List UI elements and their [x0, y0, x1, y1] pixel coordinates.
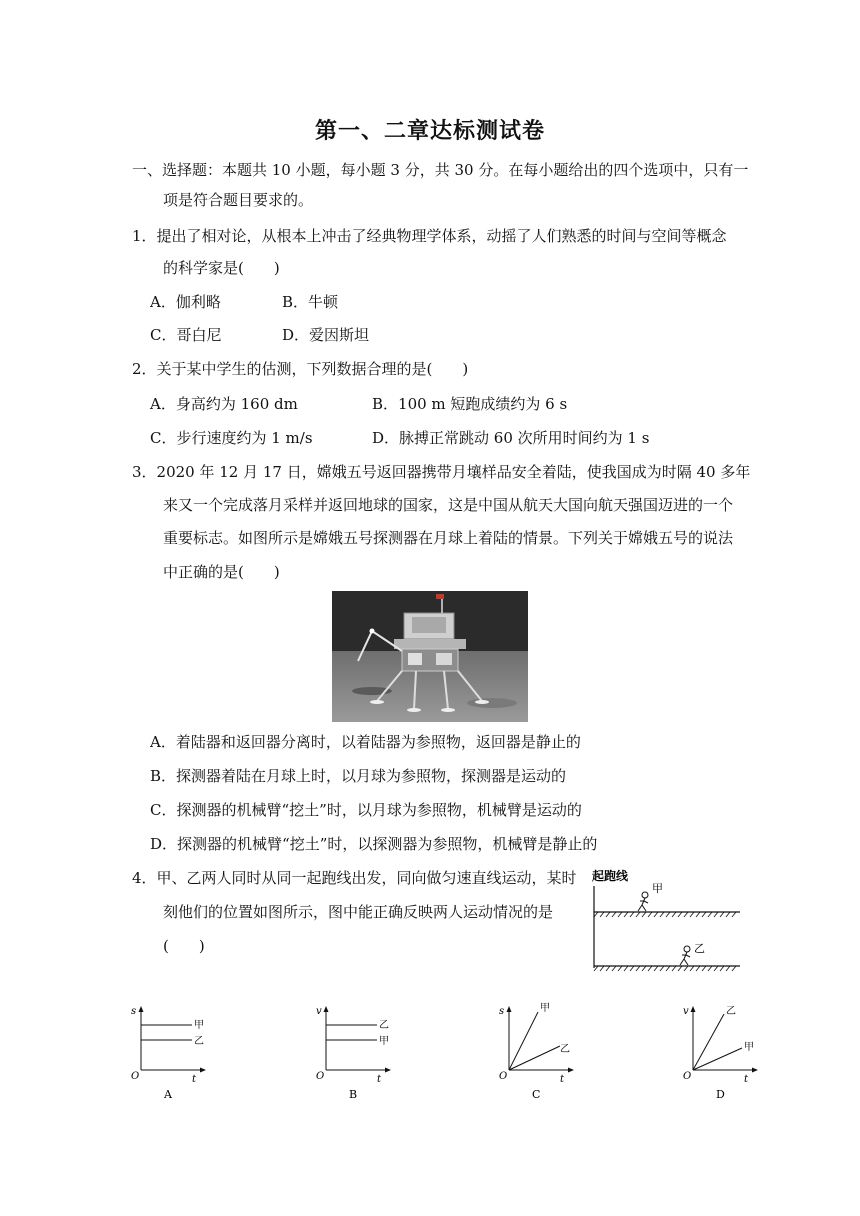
lunar-lander-photo	[332, 591, 528, 722]
graph-c	[494, 1000, 594, 1104]
q2-option-b: B．100 m 短跑成绩约为 6 s	[372, 395, 568, 413]
graph-b-letter: B	[349, 1088, 358, 1101]
q1-option-c: C．哥白尼	[150, 326, 222, 344]
graph-c-bottom-label: 乙	[560, 1044, 570, 1055]
track-upper-hatch	[594, 912, 736, 917]
graph-c-x-axis: t	[560, 1074, 565, 1085]
graph-b-bottom-label: 甲	[379, 1036, 389, 1047]
graph-a-y-axis: s	[131, 1006, 137, 1017]
q1-option-a: A．伽利略	[150, 293, 221, 311]
q2-stem: 2．关于某中学生的估测，下列数据合理的是( )	[132, 360, 469, 378]
track-lower-hatch	[594, 966, 736, 971]
q1-option-b: B．牛顿	[282, 293, 339, 311]
start-line-label: 起跑线	[592, 869, 629, 883]
section-instructions-line2: 项是符合题目要求的。	[163, 191, 314, 209]
q3-stem-line4: 中正确的是( )	[163, 563, 280, 581]
graph-c-line-steep	[509, 1012, 538, 1070]
graph-b-x-axis: t	[377, 1074, 382, 1085]
q1-option-d: D．爱因斯坦	[282, 326, 370, 344]
q3-option-a: A．着陆器和返回器分离时，以着陆器为参照物，返回器是静止的	[150, 733, 581, 751]
q1-stem-line2: 的科学家是( )	[163, 259, 280, 277]
graph-c-line-shallow	[509, 1046, 560, 1070]
start-line-figure	[588, 864, 748, 974]
graph-b-y-axis: v	[316, 1006, 322, 1017]
q4-stem-line2: 刻他们的位置如图所示，图中能正确反映两人运动情况的是	[163, 903, 554, 921]
graph-c-origin: O	[499, 1071, 508, 1082]
q3-stem-line3: 重要标志。如图所示是嫦娥五号探测器在月球上着陆的情景。下列关于嫦娥五号的说法	[163, 529, 734, 547]
runner-jia-label: 甲	[652, 882, 663, 895]
q4-stem-line1: 4．甲、乙两人同时从同一起跑线出发，同向做匀速直线运动，某时	[132, 869, 577, 887]
graph-a-letter: A	[164, 1088, 172, 1101]
graph-a	[126, 1000, 226, 1104]
runner-yi-icon	[680, 946, 690, 965]
graph-d	[678, 1000, 778, 1104]
graph-a-bottom-label: 乙	[194, 1036, 204, 1047]
q4-stem-line3: ( )	[163, 937, 205, 955]
graph-a-origin: O	[131, 1071, 140, 1082]
graph-c-y-axis: s	[499, 1006, 505, 1017]
q2-option-d: D．脉搏正常跳动 60 次所用时间约为 1 s	[372, 429, 650, 447]
runner-jia-icon	[638, 892, 648, 911]
graph-d-origin: O	[683, 1071, 692, 1082]
graph-b	[311, 1000, 411, 1104]
graph-d-y-axis: v	[683, 1006, 689, 1017]
q3-stem-line2: 来又一个完成落月采样并返回地球的国家，这是中国从航天大国向航天强国迈进的一个	[163, 496, 734, 514]
q3-option-b: B．探测器着陆在月球上时，以月球为参照物，探测器是运动的	[150, 767, 567, 785]
graph-d-x-axis: t	[744, 1074, 749, 1085]
section-instructions-line1: 一、选择题：本题共 10 小题，每小题 3 分，共 30 分。在每小题给出的四个选项中，只有一	[132, 161, 749, 179]
graph-c-letter: C	[532, 1088, 541, 1101]
graph-d-top-label: 乙	[726, 1006, 736, 1017]
q3-option-c: C．探测器的机械臂“挖土”时，以月球为参照物，机械臂是运动的	[150, 801, 582, 819]
page-title: 第一、二章达标测试卷	[314, 119, 545, 144]
graph-d-letter: D	[716, 1088, 725, 1101]
q3-stem-line1: 3．2020 年 12 月 17 日，嫦娥五号返回器携带月壤样品安全着陆，使我国成为时隔 40 多年	[132, 463, 751, 481]
q2-option-a: A．身高约为 160 dm	[150, 395, 298, 413]
graph-d-line-steep	[693, 1014, 724, 1070]
q1-stem-line1: 1．提出了相对论，从根本上冲击了经典物理学体系，动摇了人们熟悉的时间与空间等概念	[132, 227, 727, 245]
graph-b-origin: O	[316, 1071, 325, 1082]
graph-c-top-label: 甲	[540, 1003, 550, 1014]
graph-a-x-axis: t	[192, 1074, 197, 1085]
q3-option-d: D．探测器的机械臂“挖土”时，以探测器为参照物，机械臂是静止的	[150, 835, 598, 853]
graph-a-top-label: 甲	[194, 1020, 204, 1031]
q2-option-c: C．步行速度约为 1 m/s	[150, 429, 313, 447]
graph-b-top-label: 乙	[379, 1020, 389, 1031]
graph-d-line-shallow	[693, 1048, 742, 1070]
runner-yi-label: 乙	[694, 942, 705, 955]
graph-d-bottom-label: 甲	[744, 1042, 754, 1053]
